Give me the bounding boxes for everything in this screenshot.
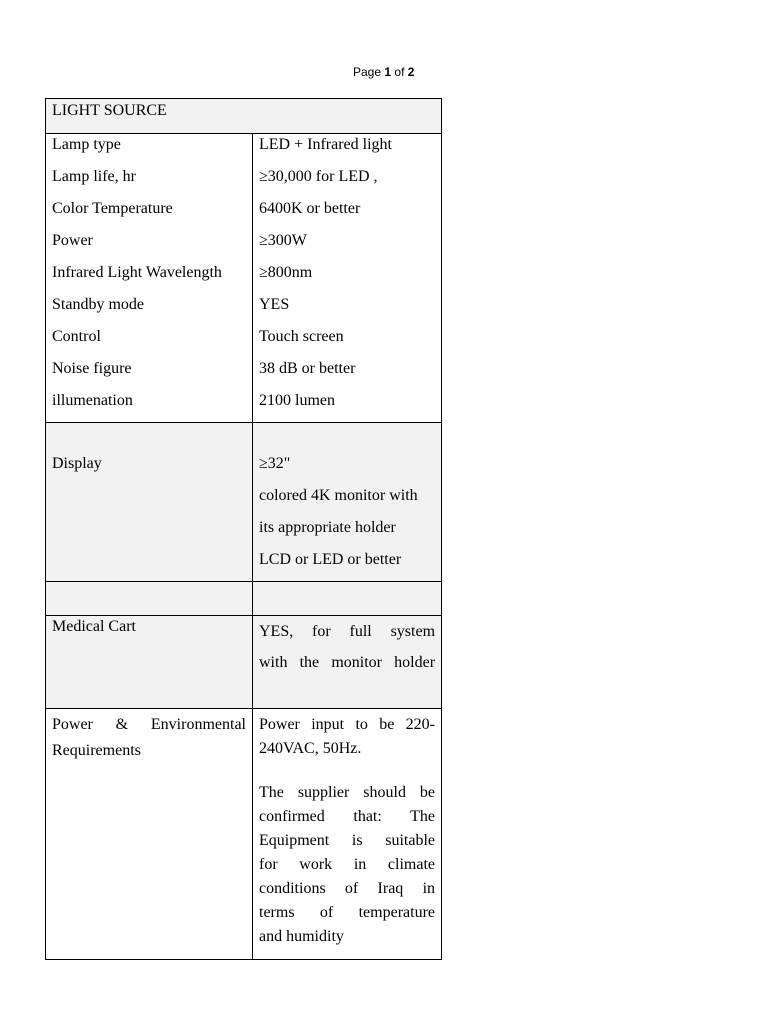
spec-value: YES: [259, 296, 290, 313]
empty-label-cell: [46, 582, 253, 616]
display-row: [46, 423, 442, 582]
page-current: 1: [384, 65, 392, 79]
spec-value: ≥30,000 for LED ,: [259, 168, 378, 185]
supplier-text: conditions of Iraq in: [259, 880, 436, 897]
medical-cart-value: with the monitor holder: [259, 654, 436, 671]
spec-label: Control: [52, 328, 101, 345]
display-value: ≥32": [259, 455, 291, 472]
page-number: [353, 64, 414, 80]
power-environment-label: Requirements: [52, 742, 141, 759]
light-source-header: [46, 99, 442, 134]
empty-value-cell: [253, 582, 442, 616]
medical-cart-row: [46, 616, 442, 709]
power-environment-label-cell: [46, 709, 253, 960]
spec-label: illumenation: [52, 392, 133, 409]
empty-row: [46, 582, 442, 616]
spec-label: Color Temperature: [52, 200, 173, 217]
light-source-values: [253, 134, 442, 423]
page-label: Page: [353, 65, 382, 79]
medical-cart-label-cell: [46, 616, 253, 709]
power-environment-label: Power & Environmental: [52, 716, 246, 733]
medical-cart-value: YES, for full system: [259, 623, 436, 640]
display-value-cell: [253, 423, 442, 582]
medical-cart-value-cell: [253, 616, 442, 709]
supplier-text: The supplier should be: [259, 784, 436, 801]
section-title: LIGHT SOURCE: [52, 102, 167, 119]
display-label-cell: [46, 423, 253, 582]
power-environment-row: [46, 709, 442, 960]
supplier-text: and humidity: [259, 928, 344, 945]
display-value: LCD or LED or better: [259, 551, 402, 568]
page-separator: of: [394, 65, 405, 79]
supplier-text: confirmed that: The: [259, 808, 436, 825]
spec-label: Lamp type: [52, 136, 121, 153]
spec-value: ≥800nm: [259, 264, 313, 281]
page-total: 2: [407, 65, 415, 79]
spec-value: 38 dB or better: [259, 360, 356, 377]
table-header-row: [46, 99, 442, 134]
supplier-text: for work in climate: [259, 856, 436, 873]
display-value: colored 4K monitor with: [259, 487, 418, 504]
spec-label: Noise figure: [52, 360, 132, 377]
spec-label: Power: [52, 232, 93, 249]
spec-value: LED + Infrared light: [259, 136, 392, 153]
supplier-text: terms of temperature: [259, 904, 436, 921]
supplier-text: Equipment is suitable: [259, 832, 436, 849]
spec-value: ≥300W: [259, 232, 307, 249]
light-source-labels: [46, 134, 253, 423]
power-input-text: 240VAC, 50Hz.: [259, 740, 362, 757]
spec-label: Infrared Light Wavelength: [52, 264, 222, 281]
spec-value: 6400K or better: [259, 200, 361, 217]
display-label: Display: [52, 455, 102, 472]
spec-table: [45, 98, 442, 960]
power-environment-value-cell: [253, 709, 442, 960]
spec-label: Lamp life, hr: [52, 168, 136, 185]
power-input-text: Power input to be 220-: [259, 716, 436, 733]
spec-label: Standby mode: [52, 296, 144, 313]
light-source-row: [46, 134, 442, 423]
display-value: its appropriate holder: [259, 519, 396, 536]
medical-cart-label: Medical Cart: [52, 618, 136, 635]
spec-value: 2100 lumen: [259, 392, 335, 409]
spec-value: Touch screen: [259, 328, 344, 345]
